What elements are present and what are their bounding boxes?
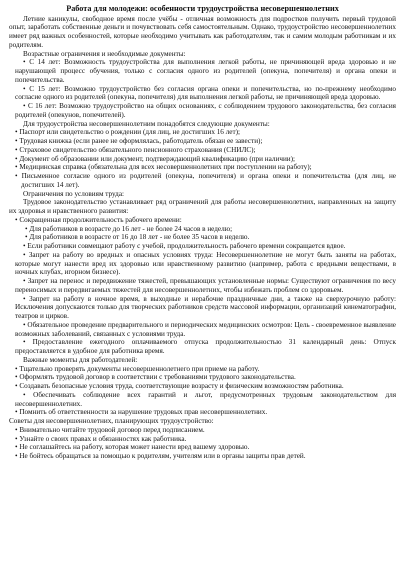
conditions-intro: Трудовое законодательство устанавливает ряд ограничений для работы несовершеннолетних, направленных на защиту их здоровья и нравственного развития: — [9, 198, 396, 215]
youth-tip-item: • Не соглашайтесь на работу, которая может нанести вред вашему здоровью. — [9, 443, 396, 452]
document-item: • Страховое свидетельство обязательного пенсионного страхования (СНИЛС); — [9, 146, 396, 155]
reduced-hours-subitem: • Для работников в возрасте от 16 до 18 лет - не более 35 часов в неделю. — [9, 233, 396, 242]
employer-item: • Тщательно проверять документы несовершеннолетнего при приеме на работу. — [9, 365, 396, 374]
document-item: • Письменное согласие одного из родителей (опекуна, попечителя) и органа опеки и попечительства (для лиц, не достигших 14 лет). — [9, 172, 396, 190]
youth-tip-item: • Внимательно читайте трудовой договор перед подписанием. — [9, 426, 396, 435]
age-16-item: • С 16 лет: Возможно трудоустройство на общих основаниях, с соблюдением трудового законодательства, без согласия родителей (опекунов, попечителей). — [9, 102, 396, 120]
harmful-conditions-item: • Запрет на работу во вредных и опасных условиях труда: Несовершеннолетние не могут быть заняты на работах, которые могут нанести вред их здоровью или нравственному развитию (например, работа с вредными веществами, в ночных клубах, игорном бизнесе). — [9, 251, 396, 277]
document-item: • Документ об образовании или документ, подтверждающий квалификацию (при наличии); — [9, 155, 396, 164]
conditions-heading: Ограничения по условиям труда: — [23, 189, 125, 198]
youth-tip-item: • Не бойтесь обращаться за помощью к родителям, учителям или в органы защиты прав детей. — [9, 452, 396, 461]
age-section-heading: Возрастные ограничения и необходимые документы: — [23, 49, 186, 58]
employer-item: • Создавать безопасные условия труда, соответствующие возрасту и физическим возможностям работника. — [9, 382, 396, 391]
document-item: • Паспорт или свидетельство о рождении (для лиц, не достигших 16 лет); — [9, 128, 396, 137]
age-15-item: • С 15 лет: Возможно трудоустройство без согласия органа опеки и попечительства, но по-прежнему необходимо согласие одного из родителей (опекуна, попечителя) для выполнения легкой работы, не причиняющей вреда здоровью. — [9, 85, 396, 103]
document-title: Работа для молодежи: особенности трудоустройства несовершеннолетних — [66, 4, 339, 13]
youth-heading: Советы для несовершеннолетних, планирующих трудоустройство: — [9, 417, 214, 425]
night-work-item: • Запрет на работу в ночное время, в выходные и нерабочие праздничные дни, а также на сверхурочную работу: Исключения допускаются только для творческих работников средств массовой информации, организаций кинематографии, театров и цирков. — [9, 295, 396, 321]
employer-item: • Оформлять трудовой договор в соответствии с требованиями трудового законодательства. — [9, 373, 396, 382]
reduced-hours-subitem: • Для работников в возрасте до 16 лет - не более 24 часов в неделю; — [9, 225, 396, 234]
study-combination-item: • Если работники совмещают работу с учебой, продолжительность рабочего времени сокращается вдвое. — [9, 242, 396, 251]
document-item: • Трудовая книжка (если ранее не оформлялась, работодатель обязан ее завести); — [9, 137, 396, 146]
intro-paragraph: Летние каникулы, свободное время после учёбы - отличная возможность для подростков получить первый трудовой опыт, заработать собственные деньги и почувствовать себя самостоятельным. Однако, трудоустройство несовершеннолетних имеет ряд важных особенностей, которые необходимо учитывать как работодателям, так и самим молодым работникам и их родителям. — [9, 14, 396, 49]
documents-heading: Для трудоустройства несовершеннолетним понадобятся следующие документы: — [23, 119, 270, 128]
heavy-weights-item: • Запрет на перенос и передвижение тяжестей, превышающих установленные нормы: Существуют ограничения по весу переносимых и передвигаемых тяжестей для несовершеннолетних, чтобы избежать проблем со здоровьем. — [9, 277, 396, 295]
vacation-item: • Предоставление ежегодного оплачиваемого отпуска продолжительностью 31 календарный день: Отпуск предоставляется в удобное для работника время. — [9, 338, 396, 356]
reduced-hours-item: • Сокращенная продолжительность рабочего времени: — [9, 216, 396, 225]
responsibility-item: • Помнить об ответственности за нарушение трудовых прав несовершеннолетних. — [9, 408, 396, 417]
youth-tip-item: • Узнайте о своих правах и обязанностях как работника. — [9, 435, 396, 444]
document-item: • Медицинская справка (обязательна для всех несовершеннолетних при поступлении на работу); — [9, 163, 396, 172]
age-14-item: • С 14 лет: Возможность трудоустройства для выполнения легкой работы, не причиняющей вреда здоровью и не нарушающей процесс обучения, только с согласия одного из родителей (опекуна, попечителя) и органа опеки и попечительства. — [9, 58, 396, 84]
employer-heading: Важные моменты для работодателей: — [23, 355, 138, 364]
guarantees-item: • Обеспечивать соблюдение всех гарантий и льгот, предусмотренных трудовым законодательством для несовершеннолетних. — [9, 391, 396, 409]
medical-checkup-item: • Обязательное проведение предварительного и периодических медицинских осмотров: Цель - своевременное выявление возможных заболеваний, связанных с условиями труда. — [9, 321, 396, 339]
